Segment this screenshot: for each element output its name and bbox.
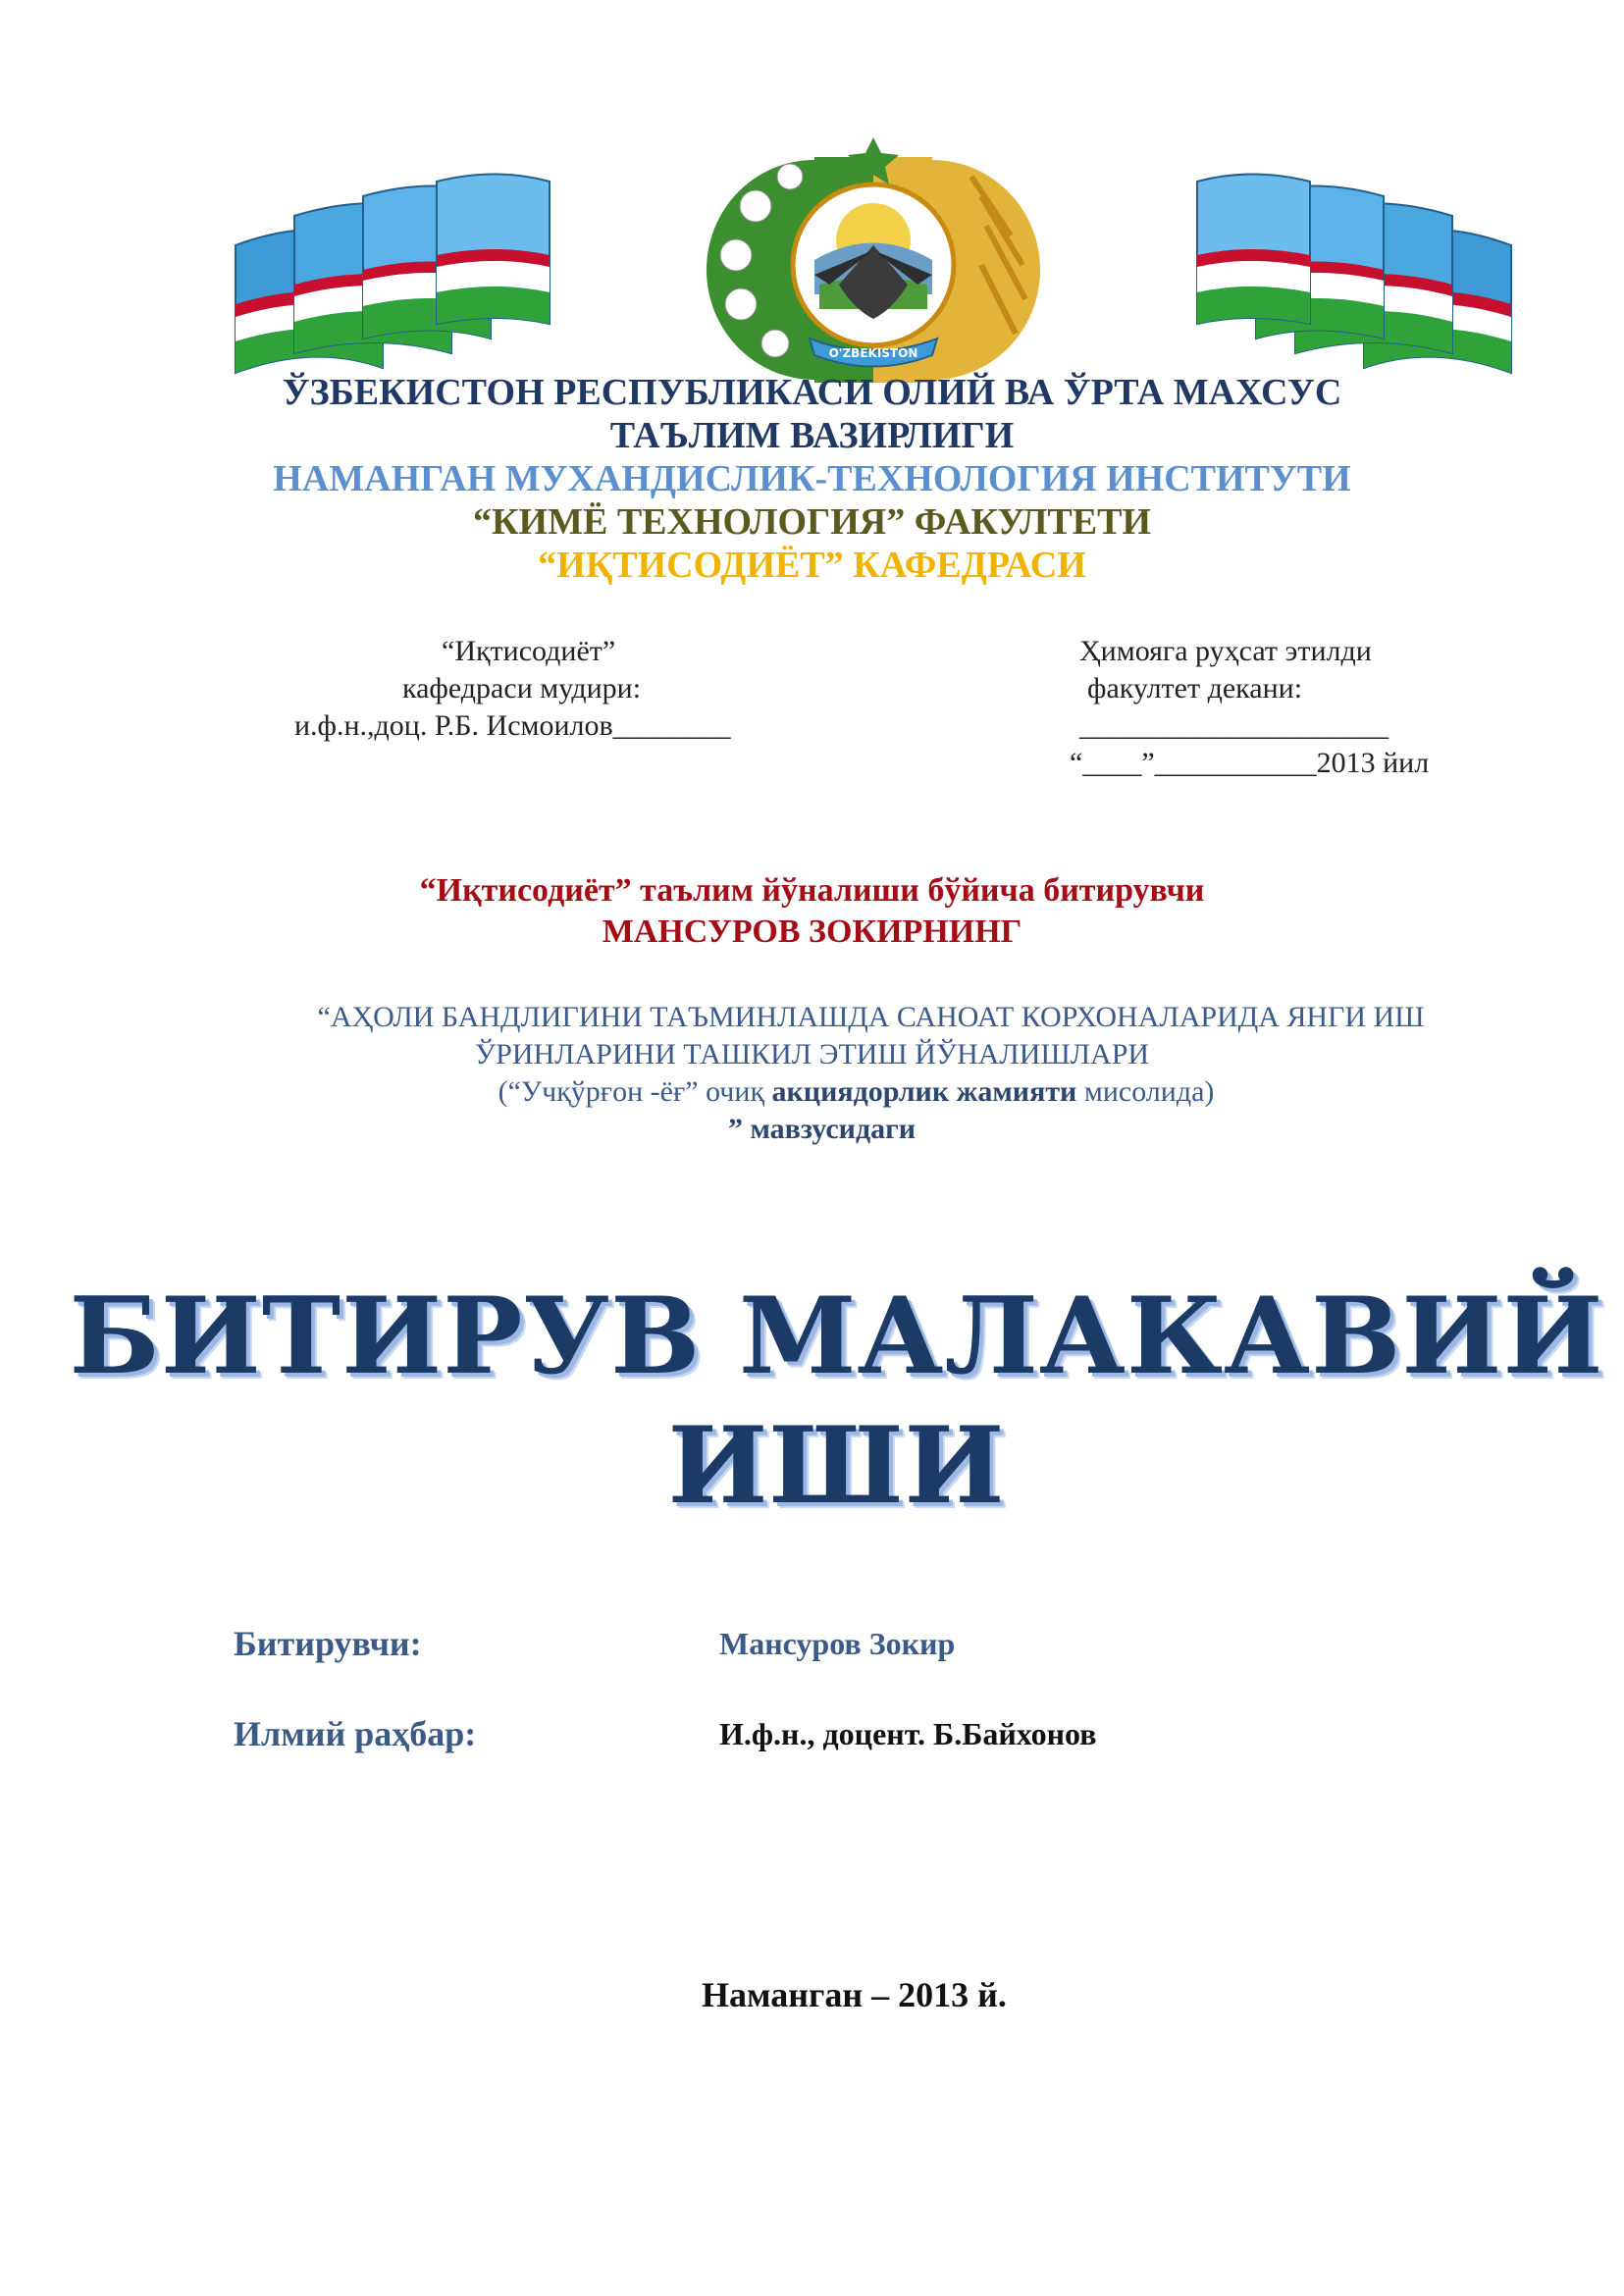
emblem-ribbon-label: O'ZBEKISTON: [828, 346, 918, 360]
graduate-value: Мансуров Зокир: [719, 1626, 956, 1661]
left-flag-ribbon: [236, 175, 550, 374]
right-flag-ribbon: [1197, 175, 1511, 374]
supervisor-label: Илмий раҳбар:: [234, 1714, 477, 1753]
approval-left-block: [294, 633, 805, 745]
graduate-label: Битирувчи:: [234, 1624, 422, 1663]
main-title-line2: ИШИ: [667, 1404, 1006, 1528]
emblem-medallion: [707, 137, 1040, 383]
topic-line3-bold: акциядорлик жамияти: [771, 1075, 1077, 1108]
topic-line4: ” мавзусидаги: [727, 1113, 917, 1145]
approval-right-block: [1070, 633, 1501, 782]
approval-right-line1: Ҳимояга руҳсат этилди: [1079, 635, 1372, 667]
main-title-line1: БИТИРУВ МАЛАКАВИЙ: [69, 1275, 1604, 1398]
institute-title: НАМАНГАН МУХАНДИСЛИК-ТЕХНОЛОГИЯ ИНСТИТУТИ: [273, 458, 1351, 499]
approval-right-signature: _____________________: [1079, 709, 1388, 742]
approval-left-line1: “Иқтисодиёт”: [442, 635, 616, 667]
emblem-flag-ribbons-icon: [226, 137, 1521, 383]
approval-right-date: “____”___________2013 йил: [1070, 747, 1430, 779]
topic-line2: ЎРИНЛАРИНИ ТАШКИЛ ЭТИШ ЙЎНАЛИШЛАРИ: [474, 1038, 1150, 1070]
supervisor-value: И.ф.н., доцент. Б.Байхонов: [719, 1716, 1097, 1751]
approval-left-signature: и.ф.н.,доц. Р.Б. Исмоилов________: [294, 709, 731, 742]
approval-left-line2: кафедраси мудири:: [402, 672, 642, 704]
state-emblem-banner: [226, 137, 1521, 383]
faculty-title: “КИМЁ ТЕХНОЛОГИЯ” ФАКУЛТЕТИ: [473, 501, 1151, 543]
topic-line1: “АҲОЛИ БАНДЛИГИНИ ТАЪМИНЛАШДА САНОАТ КОРХОНАЛАРИДА ЯНГИ ИШ: [317, 1001, 1425, 1033]
author-name: МАНСУРОВ ЗОКИРНИНГ: [602, 913, 1022, 950]
approval-right-line2: факултет декани:: [1087, 672, 1303, 704]
ministry-title-line1: ЎЗБЕКИСТОН РЕСПУБЛИКАСИ ОЛИЙ ВА ЎРТА МАХСУС: [282, 372, 1342, 413]
ministry-title-line2: ТАЪЛИМ ВАЗИРЛИГИ: [609, 415, 1015, 456]
author-program-line: “Иқтисодиёт” таълим йўналиши бўйича битирувчи: [419, 872, 1205, 909]
department-title: “ИҚТИСОДИЁТ” КАФЕДРАСИ: [538, 545, 1086, 586]
topic-line3-pre: (“Учқўрғон -ёғ” очиқ: [498, 1075, 772, 1108]
city-year: Наманган – 2013 й.: [702, 1975, 1007, 2014]
topic-line3-post: мисолида): [1076, 1075, 1215, 1108]
topic-line3: [0, 1073, 1624, 1111]
